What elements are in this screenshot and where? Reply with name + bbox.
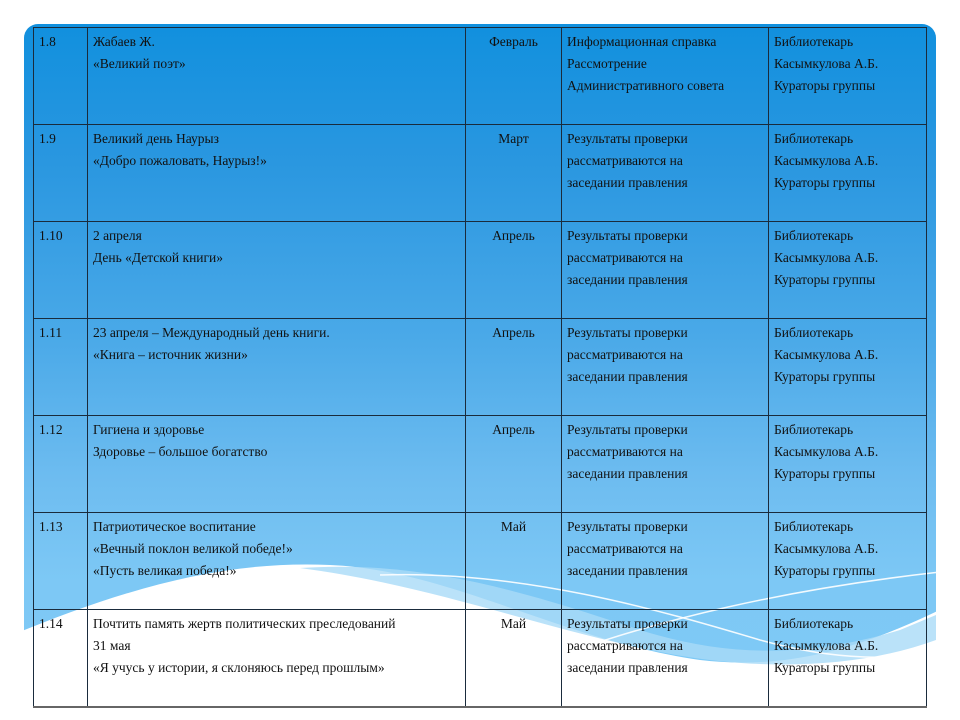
responsible-line: Касымкулова А.Б. — [774, 541, 879, 556]
month-cell — [466, 319, 562, 416]
plan-table — [33, 27, 927, 708]
form-line: Информационная справка — [567, 34, 717, 49]
month: Апрель — [492, 228, 535, 243]
table-row — [34, 513, 927, 610]
responsible-cell — [769, 28, 927, 125]
month-cell — [466, 416, 562, 513]
responsible-line: Касымкулова А.Б. — [774, 153, 879, 168]
event-line: 23 апреля – Международный день книги. — [93, 325, 330, 340]
row-number-cell — [34, 416, 88, 513]
form-line: рассматриваются на — [567, 444, 683, 459]
month-cell — [466, 222, 562, 319]
form-line: Рассмотрение — [567, 56, 647, 71]
event-cell — [88, 513, 466, 610]
responsible-line: Библиотекарь — [774, 34, 854, 49]
table-row — [34, 416, 927, 513]
form-line: рассматриваются на — [567, 153, 683, 168]
form-line: заседании правления — [567, 369, 688, 384]
month: Апрель — [492, 325, 535, 340]
form-line: Результаты проверки — [567, 519, 688, 534]
month-cell — [466, 610, 562, 707]
responsible-line: Кураторы группы — [774, 563, 876, 578]
row-number: 1.12 — [39, 422, 63, 437]
month-cell — [466, 125, 562, 222]
completion-form-cell — [562, 416, 769, 513]
row-number-cell — [34, 610, 88, 707]
responsible-cell — [769, 222, 927, 319]
form-line: Результаты проверки — [567, 325, 688, 340]
form-line: Результаты проверки — [567, 131, 688, 146]
form-line: заседании правления — [567, 272, 688, 287]
event-line: Патриотическое воспитание — [93, 519, 256, 534]
responsible-line: Библиотекарь — [774, 422, 854, 437]
event-line: 2 апреля — [93, 228, 142, 243]
completion-form-cell — [562, 28, 769, 125]
table-row — [34, 222, 927, 319]
completion-form-cell — [562, 125, 769, 222]
responsible-line: Касымкулова А.Б. — [774, 56, 879, 71]
form-line: заседании правления — [567, 563, 688, 578]
completion-form-cell — [562, 319, 769, 416]
form-line: Административного совета — [567, 78, 725, 93]
responsible-line: Кураторы группы — [774, 660, 876, 675]
form-line: заседании правления — [567, 175, 688, 190]
responsible-line: Библиотекарь — [774, 519, 854, 534]
form-line: Результаты проверки — [567, 228, 688, 243]
form-line: Результаты проверки — [567, 616, 688, 631]
form-line: рассматриваются на — [567, 541, 683, 556]
responsible-cell — [769, 125, 927, 222]
month: Май — [500, 519, 527, 534]
form-line: Результаты проверки — [567, 422, 688, 437]
event-line: День «Детской книги» — [93, 250, 224, 265]
event-line: «Великий поэт» — [93, 56, 186, 71]
form-line: заседании правления — [567, 660, 688, 675]
responsible-cell — [769, 513, 927, 610]
event-line: Жабаев Ж. — [93, 34, 155, 49]
month: Февраль — [489, 34, 538, 49]
row-number-cell — [34, 125, 88, 222]
table-row — [34, 319, 927, 416]
event-line: «Добро пожаловать, Наурыз!» — [93, 153, 267, 168]
row-number-cell — [34, 28, 88, 125]
form-line: рассматриваются на — [567, 638, 683, 653]
event-line: «Пусть великая победа!» — [93, 563, 237, 578]
plan-table-container — [33, 27, 927, 708]
responsible-line: Кураторы группы — [774, 369, 876, 384]
month: Май — [500, 616, 527, 631]
event-line: «Я учусь у истории, я склоняюсь перед прошлым» — [93, 660, 385, 675]
responsible-line: Касымкулова А.Б. — [774, 347, 879, 362]
responsible-line: Касымкулова А.Б. — [774, 638, 879, 653]
form-line: заседании правления — [567, 466, 688, 481]
responsible-line: Библиотекарь — [774, 616, 854, 631]
month-cell — [466, 513, 562, 610]
row-number: 1.13 — [39, 519, 63, 534]
completion-form-cell — [562, 610, 769, 707]
responsible-line: Кураторы группы — [774, 78, 876, 93]
row-number: 1.8 — [39, 34, 56, 49]
month: Апрель — [492, 422, 535, 437]
responsible-line: Кураторы группы — [774, 175, 876, 190]
responsible-cell — [769, 416, 927, 513]
table-row — [34, 28, 927, 125]
row-number: 1.10 — [39, 228, 63, 243]
event-cell — [88, 416, 466, 513]
event-line: Гигиена и здоровье — [93, 422, 205, 437]
row-number-cell — [34, 513, 88, 610]
responsible-line: Касымкулова А.Б. — [774, 250, 879, 265]
event-line: Великий день Наурыз — [93, 131, 219, 146]
event-line: Почтить память жертв политических преследований — [93, 616, 396, 631]
table-row — [34, 125, 927, 222]
row-number: 1.9 — [39, 131, 56, 146]
completion-form-cell — [562, 513, 769, 610]
event-line: Здоровье – большое богатство — [93, 444, 268, 459]
responsible-line: Кураторы группы — [774, 466, 876, 481]
completion-form-cell — [562, 222, 769, 319]
responsible-line: Касымкулова А.Б. — [774, 444, 879, 459]
event-cell — [88, 222, 466, 319]
responsible-line: Библиотекарь — [774, 131, 854, 146]
responsible-line: Кураторы группы — [774, 272, 876, 287]
row-number-cell — [34, 222, 88, 319]
responsible-line: Библиотекарь — [774, 325, 854, 340]
row-number: 1.11 — [39, 325, 63, 340]
event-cell — [88, 610, 466, 707]
responsible-cell — [769, 319, 927, 416]
form-line: рассматриваются на — [567, 250, 683, 265]
event-cell — [88, 125, 466, 222]
form-line: рассматриваются на — [567, 347, 683, 362]
month: Март — [498, 131, 529, 146]
responsible-cell — [769, 610, 927, 707]
row-number-cell — [34, 319, 88, 416]
event-cell — [88, 28, 466, 125]
event-line: 31 мая — [93, 638, 131, 653]
responsible-line: Библиотекарь — [774, 228, 854, 243]
event-line: «Книга – источник жизни» — [93, 347, 248, 362]
row-number: 1.14 — [39, 616, 63, 631]
event-cell — [88, 319, 466, 416]
table-row — [34, 610, 927, 707]
month-cell — [466, 28, 562, 125]
event-line: «Вечный поклон великой победе!» — [93, 541, 293, 556]
